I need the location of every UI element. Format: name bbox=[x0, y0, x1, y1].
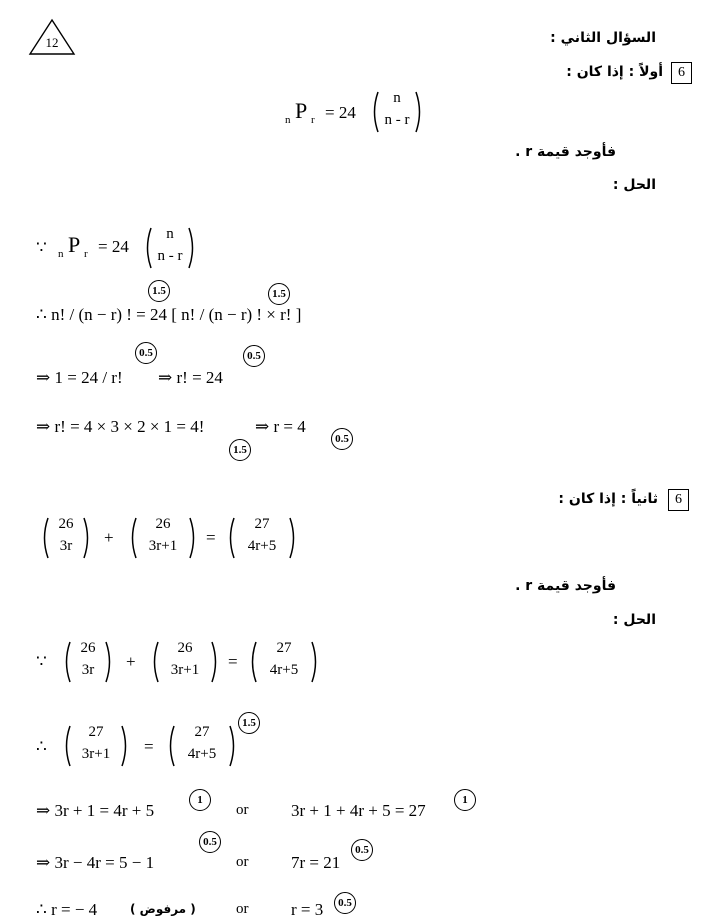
sol-line1-binomial bbox=[143, 226, 197, 270]
binom-bottom: n - r bbox=[157, 248, 183, 264]
because-symbol-2: ∵ bbox=[36, 652, 47, 671]
rejected-note: ( مرفوض ) bbox=[130, 902, 196, 916]
part1-label: أولاً : إذا كان : bbox=[566, 64, 663, 80]
binom-top: n bbox=[166, 226, 174, 242]
sol2-line-c1: ∴ r = − 4 bbox=[36, 900, 98, 919]
circle-mark: 0.5 bbox=[135, 342, 157, 364]
binom-bottom: 3r bbox=[59, 538, 73, 554]
paren-right-icon bbox=[288, 516, 298, 560]
circle-mark: 0.5 bbox=[334, 892, 356, 914]
binom-top: 26 bbox=[58, 516, 74, 532]
sol2-line-c2: r = 3 bbox=[291, 900, 324, 919]
circle-mark: 0.5 bbox=[331, 428, 353, 450]
sol-line4a: ⇒ r! = 4 × 3 × 2 × 1 = 4! bbox=[36, 417, 205, 436]
therefore-symbol: ∴ bbox=[36, 737, 47, 756]
given2-b2 bbox=[128, 516, 198, 560]
part2-label: ثانياً : إذا كان : bbox=[558, 491, 658, 507]
binom-bottom: 3r+1 bbox=[81, 746, 111, 762]
binom-top: 27 bbox=[88, 724, 104, 740]
circle-mark: 1 bbox=[454, 789, 476, 811]
or-word: or bbox=[236, 854, 249, 870]
binom-top: 26 bbox=[80, 640, 96, 656]
sub-r-2: r bbox=[84, 248, 88, 260]
part2-find: فأوجد قيمة r . bbox=[515, 578, 616, 594]
question-title: السؤال الثاني : bbox=[550, 30, 656, 46]
sol-line2: ∴ n! / (n − r) ! = 24 [ n! / (n − r) ! × r! ] bbox=[36, 305, 302, 324]
plus-sign: + bbox=[104, 528, 114, 547]
sol2-line-a1: ⇒ 3r + 1 = 4r + 5 bbox=[36, 801, 155, 820]
or-word: or bbox=[236, 802, 249, 818]
binom-top: 26 bbox=[155, 516, 171, 532]
sol2-t2 bbox=[166, 724, 238, 768]
sol2-line-a2: 3r + 1 + 4r + 5 = 27 bbox=[291, 801, 426, 820]
part2-solution: الحل : bbox=[612, 612, 656, 628]
binom-bottom: 3r+1 bbox=[170, 662, 200, 678]
paren-right-icon bbox=[414, 90, 424, 134]
paren-right-icon bbox=[104, 640, 114, 684]
circle-mark: 1 bbox=[189, 789, 211, 811]
part1-solution: الحل : bbox=[612, 177, 656, 193]
plus-sign-2: + bbox=[126, 652, 136, 671]
sub-n-2: n bbox=[58, 248, 64, 260]
paren-right-icon bbox=[120, 724, 130, 768]
binom-top: n bbox=[393, 90, 401, 106]
binom-bottom: n - r bbox=[384, 112, 410, 128]
paren-right-icon bbox=[188, 516, 198, 560]
page-number-badge bbox=[28, 18, 76, 56]
part1-mark-box: 6 bbox=[671, 62, 692, 84]
binom-top: 26 bbox=[177, 640, 193, 656]
sol-line3a: ⇒ 1 = 24 / r! bbox=[36, 368, 123, 387]
given2-b3 bbox=[226, 516, 298, 560]
sol2-line-b2: 7r = 21 bbox=[291, 853, 341, 872]
circle-mark: 1.5 bbox=[238, 712, 260, 734]
p-symbol: P bbox=[295, 98, 308, 123]
paren-right-icon bbox=[187, 226, 197, 270]
binom-bottom: 3r+1 bbox=[148, 538, 178, 554]
binom-top: 27 bbox=[276, 640, 292, 656]
paren-right-icon bbox=[310, 640, 320, 684]
because-symbol: ∵ bbox=[36, 238, 47, 257]
eq-rhs: = 24 bbox=[325, 103, 356, 122]
sol2-b3 bbox=[248, 640, 320, 684]
sol-line4b: ⇒ r = 4 bbox=[255, 417, 306, 436]
sub-n: n bbox=[285, 114, 291, 126]
circle-mark: 0.5 bbox=[351, 839, 373, 861]
sub-r: r bbox=[311, 114, 315, 126]
sol2-t1 bbox=[62, 724, 130, 768]
equals-sign: = bbox=[206, 528, 216, 547]
equals-sign-2: = bbox=[228, 652, 238, 671]
binom-top: 27 bbox=[194, 724, 210, 740]
circle-mark: 0.5 bbox=[243, 345, 265, 367]
equals-sign-3: = bbox=[144, 737, 154, 756]
sol2-b1 bbox=[62, 640, 114, 684]
binom-bottom: 3r bbox=[81, 662, 95, 678]
circle-mark: 0.5 bbox=[199, 831, 221, 853]
paren-right-icon bbox=[228, 724, 238, 768]
sol2-line-b1: ⇒ 3r − 4r = 5 − 1 bbox=[36, 853, 155, 872]
part1-find: فأوجد قيمة r . bbox=[515, 144, 616, 160]
given2-b1 bbox=[40, 516, 92, 560]
p-symbol-2: P bbox=[68, 232, 81, 257]
part2-mark-box: 6 bbox=[668, 489, 689, 511]
paren-right-icon bbox=[82, 516, 92, 560]
circle-mark: 1.5 bbox=[229, 439, 251, 461]
page-number: 12 bbox=[45, 35, 59, 50]
sol-line3b: ⇒ r! = 24 bbox=[158, 368, 223, 387]
given-binomial bbox=[370, 90, 424, 134]
binom-bottom: 4r+5 bbox=[269, 662, 299, 678]
eq-rhs-2: = 24 bbox=[98, 237, 129, 256]
binom-top: 27 bbox=[254, 516, 270, 532]
or-word: or bbox=[236, 901, 249, 917]
binom-bottom: 4r+5 bbox=[187, 746, 217, 762]
sol2-b2 bbox=[150, 640, 220, 684]
circle-mark: 1.5 bbox=[268, 283, 290, 305]
paren-right-icon bbox=[210, 640, 220, 684]
circle-mark: 1.5 bbox=[148, 280, 170, 302]
binom-bottom: 4r+5 bbox=[247, 538, 277, 554]
